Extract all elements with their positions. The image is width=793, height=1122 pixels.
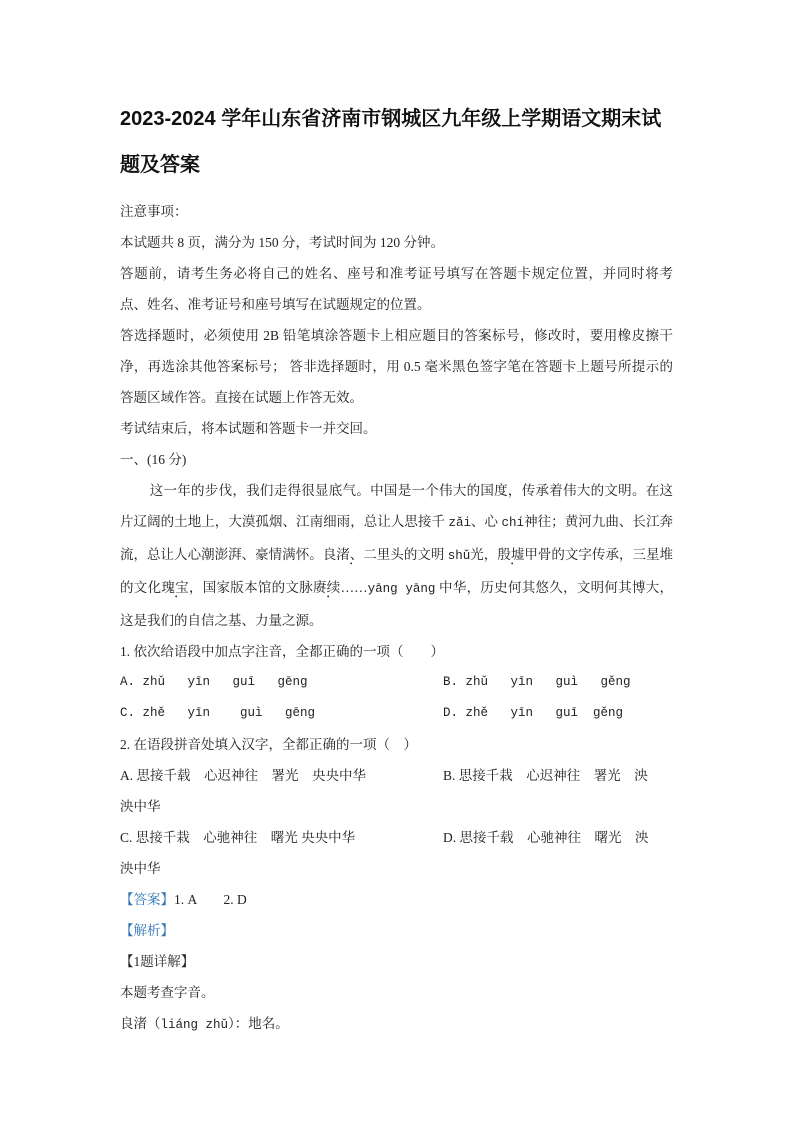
question1-option-c: C. zhě yīn guì gēng	[120, 706, 316, 720]
question1-options-row	[120, 698, 673, 729]
dotted-char: 殷	[497, 547, 511, 562]
passage-text: 、心	[470, 514, 502, 529]
question1-stem: 1. 依次给语段中加点字注音，全都正确的一项（ ）	[120, 644, 444, 659]
notice-item: 答选择题时，必须使用 2B 铅笔填涂答题卡上相应题目的答案标号，修改时，要用橡皮擦干净，再选涂其他答案标号； 答非选择题时，用 0.5 毫米黑色签字笔在答题卡上题号所提示的答题区域作答。直接在试题上作答无效。	[120, 328, 673, 405]
question2-options-row	[120, 822, 673, 853]
answer-label: 【答案】	[120, 892, 174, 907]
passage-text: 神往；黄河九曲、长江奔流，总让人心潮澎湃、豪情满怀。良	[120, 514, 674, 562]
detail-body: 本题考查字音。	[120, 985, 215, 1000]
notice-item: 答题前，请考生务必将自己的姓名、座号和准考证号填写在答题卡规定位置，并同时将考点、姓名、准考证号和座号填写在试题规定的位置。	[120, 266, 673, 312]
pinyin-text: yāng yāng	[367, 582, 436, 596]
question1-options-row	[120, 667, 673, 698]
question1-option-a: A. zhǔ yīn guī gēng	[120, 675, 308, 689]
question1-option-b: B. zhǔ yīn guì gěng	[443, 675, 631, 689]
notice-item: 考试结束后，将本试题和答题卡一并交回。	[120, 421, 377, 436]
passage	[120, 475, 673, 636]
passage-text: 、二里头的文明	[349, 547, 448, 562]
question2-option-a: A. 思接千载 心迟神往 署光 央央中华	[120, 768, 366, 783]
pinyin-text: zǎi	[448, 516, 471, 530]
answer-line	[120, 884, 673, 915]
question1-option-d: D. zhě yīn guī gěng	[443, 706, 624, 720]
page-title: 2023-2024 学年山东省济南市钢城区九年级上学期语文期末试题及答案	[120, 108, 662, 176]
pinyin-text: chí	[501, 516, 525, 530]
passage-text: 光，	[470, 547, 498, 562]
note-post: ）：地名。	[228, 1016, 289, 1031]
passage-text: 宝，国家版本馆的文脉	[175, 580, 313, 595]
question2-options-row	[120, 760, 673, 791]
question2-stem: 2. 在语段拼音处填入汉字，全都正确的一项（ ）	[120, 737, 417, 752]
pinyin-text: shǔ	[447, 549, 471, 563]
notice-item: 本试题共 8 页，满分为 150 分，考试时间为 120 分钟。	[120, 235, 444, 250]
dotted-char: 渚	[336, 547, 350, 562]
note-line	[120, 1008, 673, 1041]
detail-heading: 【1题详解】	[120, 954, 195, 969]
question2-option-b: B. 思接千栽 心迟神往 署光 泱	[443, 768, 648, 783]
answer-values: 1. A 2. D	[174, 892, 247, 907]
note-pre: 良渚（	[120, 1016, 161, 1031]
passage-text: 续……	[326, 580, 368, 595]
notice-heading: 注意事项：	[120, 204, 188, 219]
question2-option-d-continuation: 泱中华	[120, 861, 161, 876]
section-heading: 一、(16 分)	[120, 452, 187, 467]
dotted-char: 赓	[312, 580, 327, 595]
note-pinyin: liáng zhǔ	[160, 1018, 229, 1032]
question2-option-b-continuation: 泱中华	[120, 799, 161, 814]
passage-text: 墟甲骨的文字传承，三星堆的文化	[120, 547, 674, 595]
question2-option-c: C. 思接千栽 心驰神往 曙光 央央中华	[120, 830, 356, 845]
dotted-char: 瑰	[161, 580, 176, 595]
passage-text: 中华，历史何其悠久，文明何其博大，这是我们的自信之基、力量之源。	[120, 580, 674, 628]
passage-text: 这一年的步伐，我们走得很显底气。中国是一个伟大的国度，传承着伟大的文明。在这片辽阔的土地上，大漠孤烟、江南细雨，总让人思接千	[120, 483, 673, 529]
analysis-label: 【解析】	[120, 923, 174, 938]
question2-option-d: D. 思接千载 心驰神往 曙光 泱	[443, 830, 649, 845]
